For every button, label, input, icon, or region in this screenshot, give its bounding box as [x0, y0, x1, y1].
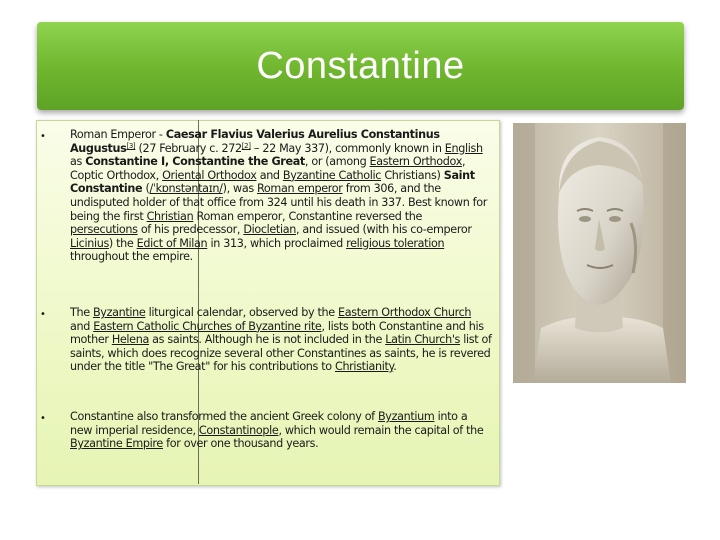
text: list of saints, which does recognize several other Constantines as saints, he is revered under the title "The Great" for his contributions to	[70, 333, 492, 374]
link-diocletian[interactable]: Diocletian	[243, 223, 296, 237]
link-helena[interactable]: Helena	[111, 333, 149, 347]
link-byzantine-catholic[interactable]: Byzantine Catholic	[282, 168, 382, 182]
link-byzantium[interactable]: Byzantium	[377, 410, 435, 423]
text: (	[142, 182, 150, 196]
text: ) the	[108, 236, 137, 250]
link-christianity[interactable]: Christianity	[334, 360, 394, 374]
saint-name: Saint Constantine	[70, 168, 475, 196]
text: (27 February c. 272	[138, 141, 242, 155]
slide-title: Constantine	[256, 44, 465, 87]
constantine-statue-photo	[513, 123, 686, 383]
link-oriental-orthodox[interactable]: Oriental Orthodox	[162, 168, 257, 182]
link-christian[interactable]: Christian	[146, 209, 194, 223]
paragraph-1	[70, 128, 492, 264]
text: liturgical calendar, observed by the	[145, 306, 339, 319]
paragraph-3	[70, 410, 492, 451]
text: .	[393, 360, 397, 374]
ref-link-2[interactable]: [2]	[241, 141, 251, 150]
text: ), was	[222, 182, 258, 196]
text: from 306, and the undisputed holder of that office from 324 until his death in 337. Best known for being the first	[70, 182, 487, 223]
text: of his predecessor,	[137, 223, 244, 237]
link-eastern-catholic-churches[interactable]: Eastern Catholic Churches of Byzantine rite	[93, 319, 322, 333]
text: for over one thousand years.	[162, 437, 319, 451]
ref-link-3[interactable]: [3]	[126, 141, 136, 150]
text: and	[256, 168, 283, 182]
text: – 22 May 337), commonly known in	[250, 141, 445, 155]
link-eastern-orthodox[interactable]: Eastern Orthodox	[369, 155, 462, 169]
bold-name: Constantine I, Constantine the Great	[85, 155, 305, 169]
text: Roman emperor, Constantine reversed the	[193, 209, 423, 223]
link-edict-of-milan[interactable]: Edict of Milan	[136, 236, 208, 250]
link-byzantine-empire[interactable]: Byzantine Empire	[70, 437, 163, 451]
link-english[interactable]: English	[444, 141, 483, 155]
text: , or (among	[304, 155, 370, 169]
link-byzantine[interactable]: Byzantine	[92, 306, 146, 319]
link-religious-toleration[interactable]: religious toleration	[346, 236, 445, 250]
text: , Coptic Orthodox,	[70, 155, 466, 182]
link-constantinople[interactable]: Constantinople	[198, 423, 279, 437]
text: , and issued (with his co-emperor	[295, 223, 472, 237]
text: as	[70, 155, 86, 169]
bullet-1: •	[40, 131, 46, 142]
paragraph-2	[70, 306, 492, 374]
text: Christians)	[381, 168, 444, 182]
text: , lists both Constantine and his mother	[70, 319, 484, 347]
text: into a new imperial residence,	[70, 410, 468, 437]
text: as saints. Although he is not included in the	[148, 333, 386, 347]
bullet-2: •	[40, 309, 46, 320]
text: and	[70, 319, 94, 333]
link-roman-emperor[interactable]: Roman emperor	[257, 182, 343, 196]
text: Roman Emperor -	[70, 128, 166, 141]
text: Constantine also transformed the ancient Greek colony of	[70, 410, 378, 423]
title-bar	[37, 22, 684, 110]
link-ipa-pronunciation[interactable]: /ˈkɒnstəntaɪn/	[149, 182, 223, 196]
text: throughout the empire.	[70, 250, 193, 264]
full-name: Caesar Flavius Valerius Aurelius Constantinus Augustus	[70, 128, 440, 155]
text: , which would remain the capital of the	[278, 423, 484, 437]
text: in 313, which proclaimed	[207, 236, 347, 250]
text: The	[70, 306, 93, 319]
link-eastern-orthodox-church[interactable]: Eastern Orthodox Church	[338, 306, 472, 319]
link-persecutions[interactable]: persecutions	[70, 223, 138, 237]
bullet-3: •	[40, 413, 46, 424]
link-licinius[interactable]: Licinius	[70, 236, 109, 250]
statue-head-icon	[513, 123, 686, 383]
link-latin-church[interactable]: Latin Church's	[385, 333, 461, 347]
